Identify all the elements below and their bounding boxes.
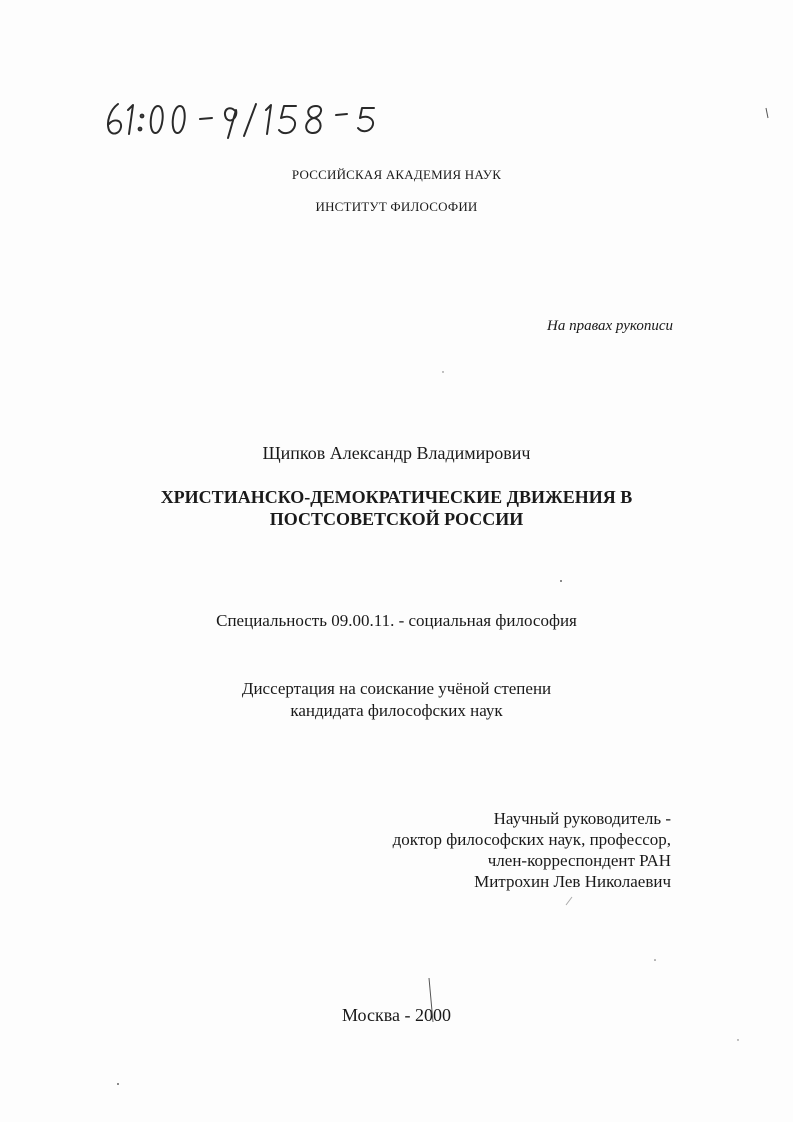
- supervisor-membership: член-корреспондент РАН: [487, 851, 671, 870]
- place-and-year: Москва - 2000: [342, 1005, 451, 1025]
- thesis-title-line-1: ХРИСТИАНСКО-ДЕМОКРАТИЧЕСКИЕ ДВИЖЕНИЯ В: [160, 487, 633, 507]
- academy-name: РОССИЙСКАЯ АКАДЕМИЯ НАУК: [291, 167, 502, 182]
- dissertation-degree-line-1: Диссертация на соискание учёной степени: [241, 679, 552, 698]
- supervisor-degree: доктор философских наук, профессор,: [392, 830, 671, 849]
- handwritten-catalog-number: [100, 96, 400, 146]
- thesis-title-line-2: ПОСТСОВЕТСКОЙ РОССИИ: [269, 509, 524, 529]
- author-name: Щипков Александр Владимирович: [262, 443, 531, 463]
- dissertation-degree-line-2: кандидата философских наук: [290, 701, 503, 720]
- supervisor-block: [393, 808, 671, 892]
- specialty: Специальность 09.00.11. - социальная философия: [216, 611, 577, 630]
- institute-name: ИНСТИТУТ ФИЛОСОФИИ: [315, 199, 478, 214]
- supervisor-role: Научный руководитель -: [493, 809, 671, 828]
- supervisor-name: Митрохин Лев Николаевич: [474, 872, 671, 891]
- manuscript-rights-note: На правах рукописи: [547, 318, 673, 334]
